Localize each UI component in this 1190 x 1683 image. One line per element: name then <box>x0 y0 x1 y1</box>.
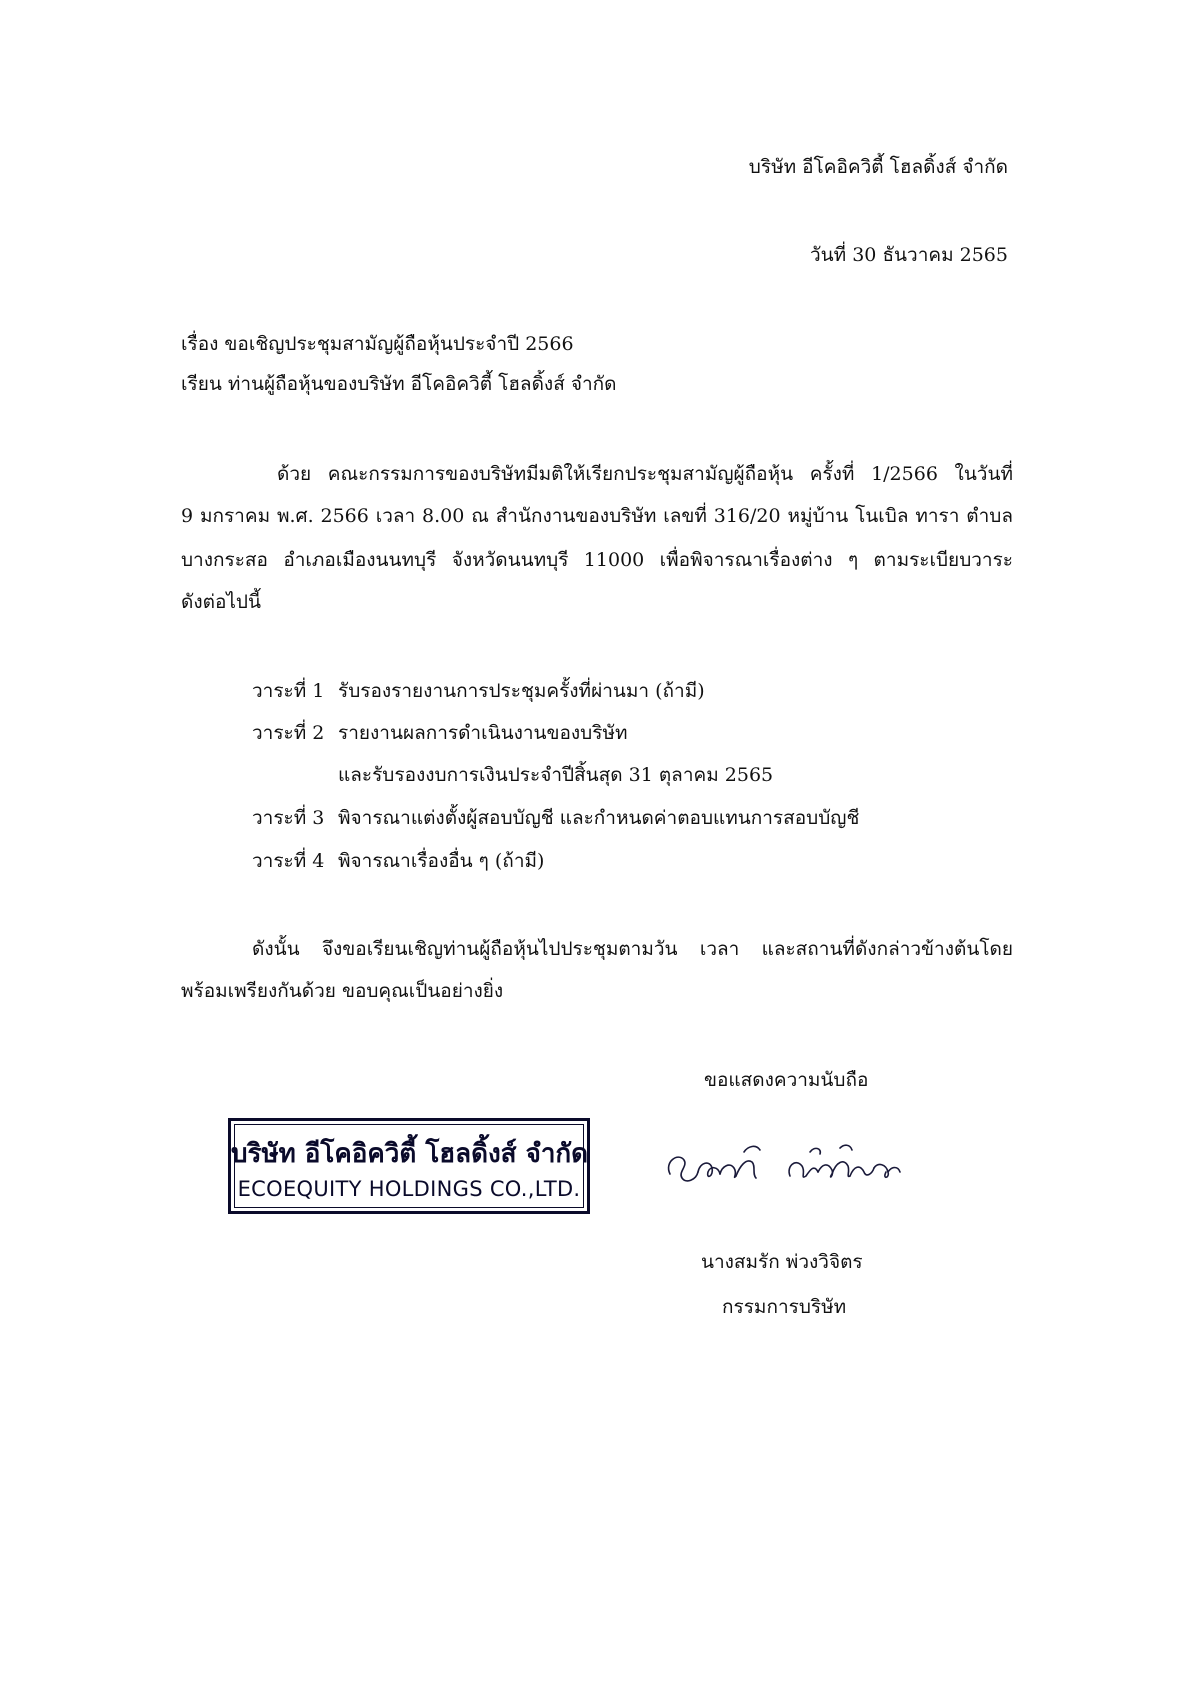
stamp-thai-name: บริษัท อีโคอิควิตี้ โฮลดิ้งส์ จำกัด <box>231 1139 589 1169</box>
closing-line-1: ดังนั้น จึงขอเรียนเชิญท่านผู้ถือหุ้นไปประชุมตามวัน เวลา และสถานที่ดังกล่าวข้างต้นโดย <box>252 938 1013 960</box>
company-header: บริษัท อีโคอิควิตี้ โฮลดิ้งส์ จำกัด <box>748 156 1008 178</box>
agenda-3-number: วาระที่ 3 <box>252 807 325 829</box>
agenda-4-number: วาระที่ 4 <box>252 850 325 872</box>
agenda-2-number: วาระที่ 2 <box>252 722 325 744</box>
letter-date: วันที่ 30 ธันวาคม 2565 <box>810 244 1008 266</box>
stamp-english-name: ECOEQUITY HOLDINGS CO.,LTD. <box>237 1177 581 1201</box>
agenda-2-text: รายงานผลการดำเนินงานของบริษัท <box>338 722 628 744</box>
agenda-4-text: พิจารณาเรื่องอื่น ๆ (ถ้ามี) <box>338 850 545 872</box>
intro-line-3: บางกระสอ อำเภอเมืองนนทบุรี จังหวัดนนทบุรี 11000 เพื่อพิจารณาเรื่องต่าง ๆ ตามระเบียบวาระ <box>181 549 1013 571</box>
agenda-1-text: รับรองรายงานการประชุมครั้งที่ผ่านมา (ถ้ามี) <box>338 680 705 702</box>
agenda-1-number: วาระที่ 1 <box>252 680 325 702</box>
closing-line-2: พร้อมเพรียงกันด้วย ขอบคุณเป็นอย่างยิ่ง <box>181 980 504 1002</box>
intro-line-2: 9 มกราคม พ.ศ. 2566 เวลา 8.00 ณ สำนักงานของบริษัท เลขที่ 316/20 หมู่บ้าน โนเบิล ทารา ตำบล <box>181 505 1013 527</box>
regards-text: ขอแสดงความนับถือ <box>704 1069 869 1091</box>
intro-line-4: ดังต่อไปนี้ <box>181 591 261 613</box>
letter-subject: เรื่อง ขอเชิญประชุมสามัญผู้ถือหุ้นประจำปี 2566 <box>181 333 574 355</box>
signatory-title: กรรมการบริษัท <box>722 1296 847 1318</box>
handwritten-signature <box>660 1122 910 1202</box>
signatory-name: นางสมรัก พ่วงวิจิตร <box>701 1251 863 1273</box>
intro-line-1: ด้วย คณะกรรมการของบริษัทมีมติให้เรียกประชุมสามัญผู้ถือหุ้น ครั้งที่ 1/2566 ในวันที่ <box>277 463 1013 485</box>
letter-addressee: เรียน ท่านผู้ถือหุ้นของบริษัท อีโคอิควิตี้ โฮลดิ้งส์ จำกัด <box>181 373 617 395</box>
agenda-3-text: พิจารณาแต่งตั้งผู้สอบบัญชี และกำหนดค่าตอบแทนการสอบบัญชี <box>338 807 860 829</box>
agenda-2-continuation: และรับรองงบการเงินประจำปีสิ้นสุด 31 ตุลาคม 2565 <box>338 764 774 786</box>
company-stamp <box>228 1118 590 1214</box>
